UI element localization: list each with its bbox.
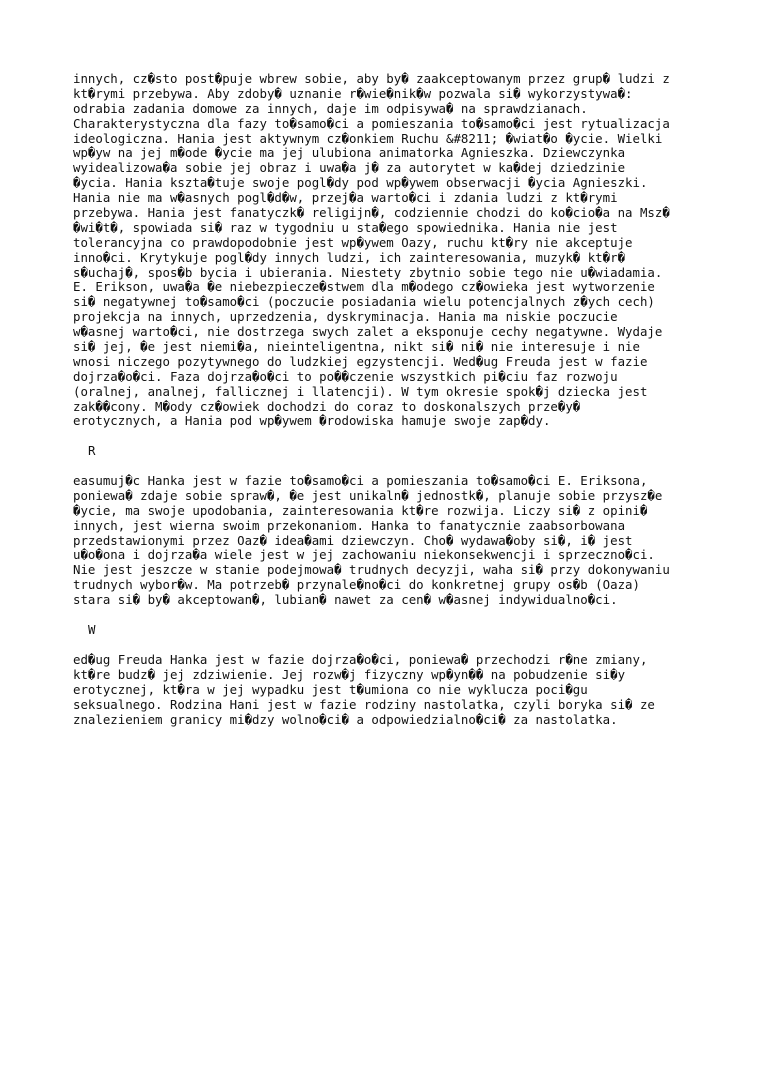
text-line: �wi�t�, spowiada si� raz w tygodniu u sta�ego spowiednika. Hania nie jest xyxy=(73,219,618,235)
text-line: w�asnej warto�ci, nie dostrzega swych zalet a eksponuje cechy negatywne. Wydaje xyxy=(73,324,663,340)
text-line: (oralnej, analnej, fallicznej i llatencji). W tym okresie spok�j dziecka jest xyxy=(73,383,648,399)
text-line: innych, cz�sto post�puje wbrew sobie, aby by� zaakceptowanym przez grup� ludzi z xyxy=(73,71,670,86)
text-line: poniewa� zdaje sobie spraw�, �e jest unikaln� jednostk�, planuje sobie przysz�e xyxy=(73,487,663,503)
paragraph-2-initial: R xyxy=(88,443,96,458)
text-line: wyidealizowa�a sobie jej obraz i uwa�a j� za autorytet w ka�dej dziedzinie xyxy=(73,160,626,176)
text-line: kt�rymi przebywa. Aby zdoby� uznanie r�wie�nik�w pozwala si� wykorzystywa�: xyxy=(73,85,633,101)
text-line: odrabia zadania domowe za innych, daje im odpisywa� na sprawdzianach. xyxy=(73,100,588,116)
text-line: ideologiczna. Hania jest aktywnym cz�onkiem Ruchu &#8211; �wiat�o �ycie. Wielki xyxy=(73,130,663,146)
paragraph-3 xyxy=(73,653,753,727)
text-line: seksualnego. Rodzina Hani jest w fazie rodziny nastolatka, czyli boryka si� ze xyxy=(73,696,655,712)
text-line: Hania nie ma w�asnych pogl�d�w, przej�a warto�ci i zdania ludzi z kt�rymi xyxy=(73,190,618,206)
text-line: u�o�ona i dojrza�a wiele jest w jej zachowaniu niekonsekwencji i sprzeczno�ci. xyxy=(73,547,655,563)
text-line: przedstawionymi przez Oaz� idea�ami dziewczyn. Cho� wydawa�oby si�, i� jest xyxy=(73,532,633,548)
text-line: kt�re budz� jej zdziwienie. Jej rozw�j fizyczny wp�yn�� na pobudzenie si�y xyxy=(73,666,626,682)
text-line: zak��cony. M�ody cz�owiek dochodzi do coraz to doskonalszych prze�y� xyxy=(73,398,581,414)
text-line: Nie jest jeszcze w stanie podejmowa� trudnych decyzji, waha si� przy dokonywaniu xyxy=(73,562,670,578)
text-line: znalezieniem granicy mi�dzy wolno�ci� a odpowiedzialno�ci� za nastolatka. xyxy=(73,711,618,727)
text-line: przebywa. Hania jest fanatyczk� religijn�, codziennie chodzi do ko�cio�a na Msz� xyxy=(73,205,670,221)
text-line: dojrza�o�ci. Faza dojrza�o�ci to po��czenie wszystkich pi�ciu faz rozwoju xyxy=(73,368,618,384)
text-line: wp�yw na jej m�ode �ycie ma jej ulubiona animatorka Agnieszka. Dziewczynka xyxy=(73,145,626,161)
text-line: stara si� by� akceptowan�, lubian� nawet za cen� w�asnej indywidualno�ci. xyxy=(73,592,618,608)
text-line: erotycznej, kt�ra w jej wypadku jest t�umiona co nie wyklucza poci�gu xyxy=(73,681,588,697)
text-line: inno�ci. Krytykuje pogl�dy innych ludzi, ich zainteresowania, muzyk� kt�r� xyxy=(73,249,626,265)
text-line: innych, jest wierna swoim przekonaniom. Hanka to fanatycznie zaabsorbowana xyxy=(73,517,626,533)
text-line: easumuj�c Hanka jest w fazie to�samo�ci a pomieszania to�samo�ci E. Eriksona, xyxy=(73,473,648,488)
text-line: si� negatywnej to�samo�ci (poczucie posiadania wielu potencjalnych z�ych cech) xyxy=(73,294,655,310)
text-line: ed�ug Freuda Hanka jest w fazie dojrza�o�ci, poniewa� przechodzi r�ne zmiany, xyxy=(73,652,648,667)
paragraph-2 xyxy=(73,474,753,608)
text-line: �ycie, ma swoje upodobania, zainteresowania kt�re rozwija. Liczy si� z opini� xyxy=(73,502,648,518)
text-line: E. Erikson, uwa�a �e niebezpiecze�stwem dla m�odego cz�owieka jest wytworzenie xyxy=(73,279,655,295)
text-line: si� jej, �e jest niemi�a, nieinteligentna, nikt si� ni� nie interesuje i nie xyxy=(73,339,640,355)
text-line: trudnych wybor�w. Ma potrzeb� przynale�no�ci do konkretnej grupy os�b (Oaza) xyxy=(73,577,640,593)
text-line: projekcja na innych, uprzedzenia, dyskryminacja. Hania ma niskie poczucie xyxy=(73,309,618,325)
text-line: Charakterystyczna dla fazy to�samo�ci a pomieszania to�samo�ci jest rytualizacja xyxy=(73,115,670,131)
paragraph-1 xyxy=(73,72,753,429)
text-line: �ycia. Hania kszta�tuje swoje pogl�dy pod wp�ywem obserwacji �ycia Agnieszki. xyxy=(73,175,648,191)
text-line: s�uchaj�, spos�b bycia i ubierania. Niestety zbytnio sobie tego nie u�wiadamia. xyxy=(73,264,663,280)
text-line: wnosi niczego pozytywnego do ludzkiej egzystencji. Wed�ug Freuda jest w fazie xyxy=(73,353,648,369)
text-line: erotycznych, a Hania pod wp�ywem �rodowiska hamuje swoje zap�dy. xyxy=(73,413,551,429)
text-line: tolerancyjna co prawdopodobnie jest wp�ywem Oazy, ruchu kt�ry nie akceptuje xyxy=(73,234,633,250)
paragraph-3-initial: W xyxy=(88,622,96,637)
